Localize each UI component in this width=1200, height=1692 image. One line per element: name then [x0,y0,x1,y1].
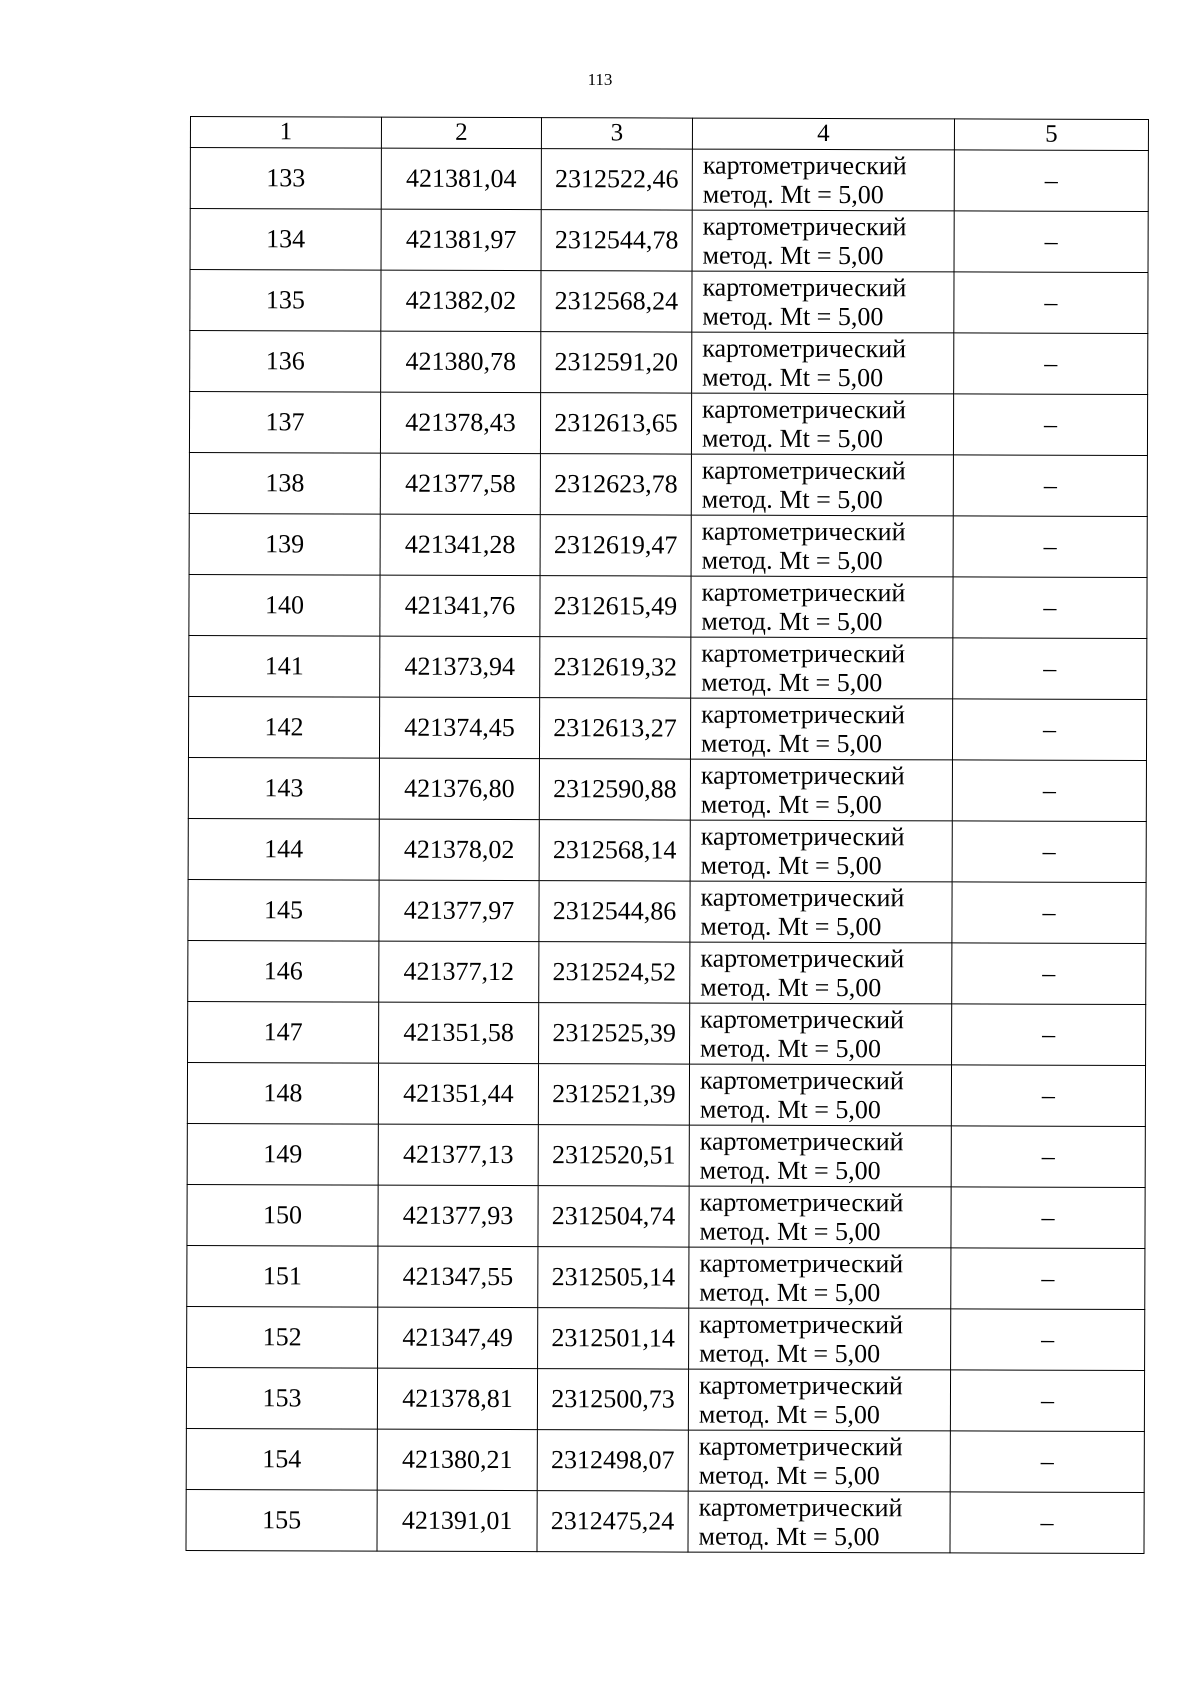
note-cell: – [951,1126,1145,1188]
y-coordinate: 2312591,20 [541,332,692,393]
x-coordinate: 421378,43 [380,392,540,454]
y-coordinate: 2312520,51 [538,1125,689,1186]
method-cell [689,1125,951,1187]
method-cell [692,332,954,394]
x-coordinate: 421374,45 [379,697,539,759]
x-coordinate: 421378,02 [379,819,539,881]
accuracy-text: метод. Mt = 5,00 [699,1338,881,1369]
table-header [190,117,1148,151]
y-coordinate: 2312501,14 [538,1308,689,1369]
note-cell: – [954,272,1148,334]
coordinates-table [185,116,1149,1554]
x-coordinate: 421381,04 [381,148,541,210]
method-text: картометрический [699,1187,904,1218]
accuracy-text: метод. Mt = 5,00 [698,1460,880,1491]
x-coordinate: 421377,13 [378,1124,538,1186]
y-coordinate: 2312590,88 [539,759,690,820]
method-cell [691,393,953,455]
note-cell: – [952,1004,1146,1066]
table-row [187,1184,1145,1248]
method-text: картометрический [700,882,905,913]
note-cell: – [950,1431,1144,1493]
header-col-4: 4 [692,118,954,150]
x-coordinate: 421341,28 [380,514,540,576]
method-cell [692,149,954,211]
note-cell: – [954,150,1148,212]
y-coordinate: 2312525,39 [539,1003,690,1064]
accuracy-text: метод. Mt = 5,00 [698,1521,880,1552]
y-coordinate: 2312615,49 [540,576,691,637]
x-coordinate: 421377,97 [379,880,539,942]
x-coordinate: 421377,58 [380,453,540,515]
note-cell: – [951,1309,1145,1371]
y-coordinate: 2312498,07 [537,1430,688,1491]
accuracy-text: метод. Mt = 5,00 [702,240,884,271]
point-number: 153 [186,1367,377,1429]
y-coordinate: 2312619,47 [540,515,691,576]
table-row [187,1123,1145,1187]
point-number: 155 [186,1489,377,1551]
x-coordinate: 421378,81 [377,1368,537,1430]
accuracy-text: метод. Mt = 5,00 [701,667,883,698]
method-text: картометрический [702,333,907,364]
method-cell [691,454,953,516]
y-coordinate: 2312504,74 [538,1186,689,1247]
note-cell: – [951,1248,1145,1310]
header-col-2: 2 [381,117,541,149]
point-number: 147 [188,1001,379,1063]
accuracy-text: метод. Mt = 5,00 [701,545,883,576]
point-number: 137 [189,392,380,454]
header-col-5: 5 [954,119,1148,151]
y-coordinate: 2312613,27 [539,698,690,759]
method-cell [689,1247,951,1309]
accuracy-text: метод. Mt = 5,00 [700,728,883,759]
method-cell [690,942,952,1004]
page-number: 113 [587,70,613,89]
point-number: 154 [186,1428,377,1490]
point-number: 150 [187,1184,378,1246]
method-cell [689,1064,951,1126]
accuracy-text: метод. Mt = 5,00 [700,972,882,1003]
note-cell: – [952,699,1146,761]
method-text: картометрический [700,943,905,974]
table-row [190,209,1148,273]
method-text: картометрический [699,1309,904,1340]
method-text: картометрический [701,577,906,608]
accuracy-text: метод. Mt = 5,00 [702,179,884,210]
method-cell [692,210,954,272]
note-cell: – [953,516,1147,578]
note-cell: – [953,394,1147,456]
accuracy-text: метод. Mt = 5,00 [701,423,884,454]
method-text: картометрический [700,821,905,852]
x-coordinate: 421391,01 [377,1490,537,1552]
note-cell: – [952,760,1146,822]
point-number: 144 [188,818,379,880]
method-text: картометрический [702,211,907,242]
table-body [186,148,1148,1554]
x-coordinate: 421380,78 [381,331,541,393]
method-text: картометрический [699,1126,904,1157]
method-cell [689,1186,951,1248]
method-cell [688,1430,950,1492]
method-cell [690,1003,952,1065]
accuracy-text: метод. Mt = 5,00 [701,606,883,637]
accuracy-text: метод. Mt = 5,00 [700,911,882,942]
note-cell: – [952,943,1146,1005]
method-cell [690,820,952,882]
table-row [187,1062,1145,1126]
x-coordinate: 421351,44 [378,1063,538,1125]
method-text: картометрический [700,1004,905,1035]
note-cell: – [952,821,1146,883]
point-number: 149 [187,1123,378,1185]
table-row [188,757,1146,821]
y-coordinate: 2312521,39 [538,1064,689,1125]
table-row [189,574,1147,638]
method-cell [691,637,953,699]
y-coordinate: 2312524,52 [539,942,690,1003]
method-cell [688,1369,950,1431]
method-text: картометрический [701,516,906,547]
method-text: картометрический [698,1492,903,1523]
method-cell [690,881,952,943]
point-number: 133 [190,148,381,210]
y-coordinate: 2312619,32 [540,637,691,698]
method-cell [689,1308,951,1370]
x-coordinate: 421347,49 [378,1307,538,1369]
note-cell: – [950,1370,1144,1432]
x-coordinate: 421380,21 [377,1429,537,1491]
table-row [190,270,1148,334]
y-coordinate: 2312505,14 [538,1247,689,1308]
point-number: 142 [188,696,379,758]
table-row [186,1428,1144,1492]
table-row [188,879,1146,943]
note-cell: – [954,333,1148,395]
y-coordinate: 2312522,46 [541,149,692,210]
method-text: картометрический [701,638,906,669]
table-row [188,696,1146,760]
method-text: картометрический [702,150,907,181]
accuracy-text: метод. Mt = 5,00 [700,850,882,881]
table-row [186,1489,1144,1553]
table-row [189,513,1147,577]
accuracy-text: метод. Mt = 5,00 [700,789,882,820]
method-cell [692,271,954,333]
header-row [190,117,1148,151]
y-coordinate: 2312568,24 [541,271,692,332]
method-text: картометрический [701,699,905,730]
y-coordinate: 2312500,73 [537,1369,688,1430]
point-number: 140 [189,574,380,636]
table-row [188,818,1146,882]
point-number: 138 [189,452,380,514]
x-coordinate: 421381,97 [381,209,541,271]
point-number: 146 [188,940,379,1002]
point-number: 135 [190,270,381,332]
point-number: 145 [188,879,379,941]
table-row [189,452,1147,516]
y-coordinate: 2312475,24 [537,1491,688,1552]
note-cell: – [951,1187,1145,1249]
accuracy-text: метод. Mt = 5,00 [702,301,884,332]
accuracy-text: метод. Mt = 5,00 [699,1216,881,1247]
x-coordinate: 421351,58 [379,1002,539,1064]
method-cell [691,576,953,638]
accuracy-text: метод. Mt = 5,00 [700,1033,882,1064]
table-row [189,635,1147,699]
method-text: картометрический [700,760,905,791]
x-coordinate: 421377,93 [378,1185,538,1247]
x-coordinate: 421376,80 [379,758,539,820]
table-row [190,148,1148,212]
point-number: 141 [189,635,380,697]
method-text: картометрический [702,272,907,303]
point-number: 152 [187,1306,378,1368]
note-cell: – [950,1492,1144,1554]
method-text: картометрический [699,1065,904,1096]
accuracy-text: метод. Mt = 5,00 [699,1277,881,1308]
y-coordinate: 2312568,14 [539,820,690,881]
method-cell [691,515,953,577]
table-row [186,1367,1144,1431]
accuracy-text: метод. Mt = 5,00 [701,484,883,515]
x-coordinate: 421341,76 [380,575,540,637]
accuracy-text: метод. Mt = 5,00 [699,1155,881,1186]
method-cell [690,698,952,760]
note-cell: – [953,577,1147,639]
table-row [188,940,1146,1004]
method-cell [690,759,952,821]
x-coordinate: 421382,02 [381,270,541,332]
point-number: 151 [187,1245,378,1307]
method-text: картометрический [698,1431,903,1462]
note-cell: – [952,882,1146,944]
table-row [188,1001,1146,1065]
y-coordinate: 2312544,86 [539,881,690,942]
method-text: картометрический [702,394,906,425]
note-cell: – [953,455,1147,517]
method-cell [688,1491,950,1553]
accuracy-text: метод. Mt = 5,00 [702,362,884,393]
point-number: 143 [188,757,379,819]
table-row [190,331,1148,395]
note-cell: – [953,638,1147,700]
point-number: 148 [187,1062,378,1124]
table-row [189,392,1147,456]
point-number: 136 [190,331,381,393]
y-coordinate: 2312544,78 [541,210,692,271]
method-text: картометрический [701,455,906,486]
point-number: 139 [189,513,380,575]
accuracy-text: метод. Mt = 5,00 [698,1399,880,1430]
note-cell: – [954,211,1148,273]
x-coordinate: 421377,12 [379,941,539,1003]
header-col-3: 3 [541,118,692,149]
table-row [187,1245,1145,1309]
y-coordinate: 2312613,65 [540,393,691,454]
table-row [187,1306,1145,1370]
header-col-1: 1 [190,117,381,149]
point-number: 134 [190,209,381,271]
accuracy-text: метод. Mt = 5,00 [699,1094,881,1125]
method-text: картометрический [699,1248,904,1279]
y-coordinate: 2312623,78 [540,454,691,515]
x-coordinate: 421347,55 [378,1246,538,1308]
note-cell: – [951,1065,1145,1127]
x-coordinate: 421373,94 [380,636,540,698]
method-text: картометрический [698,1370,903,1401]
